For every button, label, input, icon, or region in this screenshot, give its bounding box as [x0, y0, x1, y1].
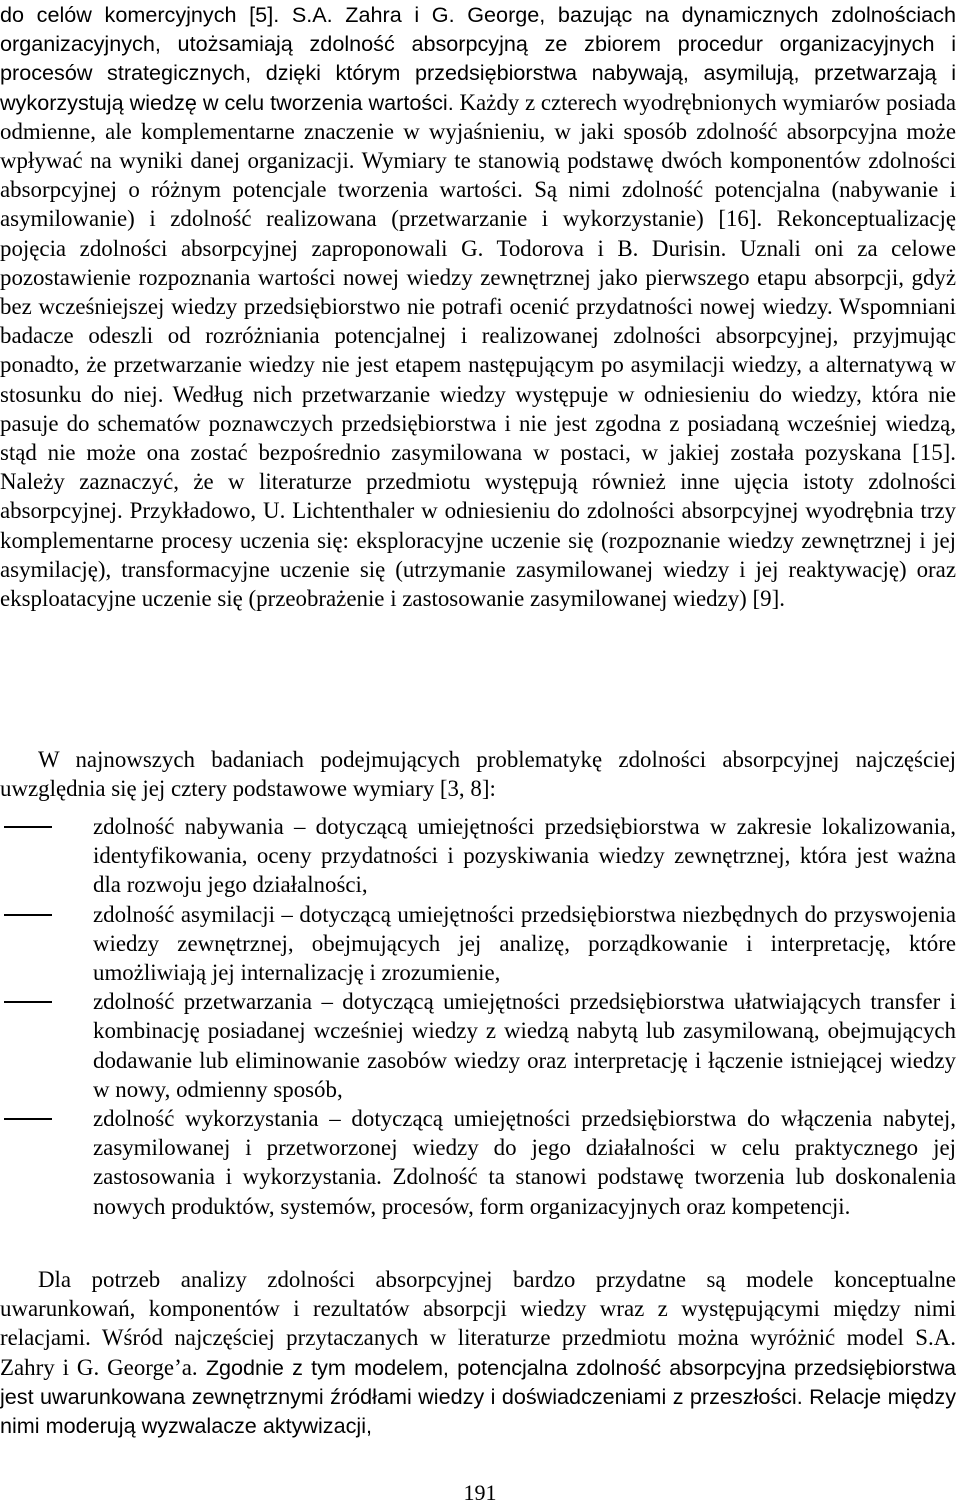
paragraph-3	[0, 1265, 956, 1440]
dash-bullet	[4, 826, 52, 828]
paragraph-1-part-b: Każdy z czterech wyodrębnionych wymiarów posiada odmienne, ale komplementarne znaczenie w wyjaśnieniu, w jaki sposób zdolność absorpcyjna może wpływać na wyniki danej organizacji. Wymiary te stanowią podstawę dwóch komponentów zdolności absorpcyjnej o różnym potencjale tworzenia wartości. Są nimi zdolność potencjalna (nabywanie i asymilowanie) i zdolność realizowana (przetwarzanie i wykorzystanie) [16]. Rekonceptualizację pojęcia zdolności absorpcyjnej zaproponowali G. Todorova i B. Durisin. Uznali oni za celowe pozostawienie rozpoznania wartości nowej wiedzy zewnętrznej jako pierwszego etapu absorpcji, gdyż bez wcześniejszej wiedzy przedsiębiorstwo nie potrafi ocenić przydatności nowej wiedzy. Wspomniani badacze odeszli od rozróżniania potencjalnej i realizowanej zdolności absorpcyjnej, przyjmując ponadto, że przetwarzanie wiedzy nie jest etapem następującym po asymilacji wiedzy, a alternatywą w stosunku do niej. Według nich przetwarzanie wiedzy występuje w odniesieniu do wiedzy, która nie pasuje do schematów poznawczych przedsiębiorstwa i nie jest zgodna z posiadaną wcześniej wiedzą, stąd nie może ona zostać bezpośrednio zasymilowana w postaci, w jakiej została pozyskana [15]. Należy zaznaczyć, że w literaturze przedmiotu występują również inne ujęcia istoty zdolności absorpcyjnej. Przykładowo, U. Lichtenthaler w odniesieniu do zdolności absorpcyjnej wyodrębnia trzy komplementarne procesy uczenia się: eksploracyjne uczenie się (rozpoznanie wiedzy zewnętrznej i jej asymilację), transformacyjne uczenie się (utrzymanie zasymilowanej wiedzy i jej reaktywację) oraz eksploatacyjne uczenie się (przeobrażenie i zastosowanie zasymilowanej wiedzy) [9].	[0, 89, 956, 612]
list-item-text: zdolność asymilacji – dotyczącą umiejętności przedsiębiorstwa niezbędnych do przyswojenia wiedzy zewnętrznej, obejmujących jej analizę, porządkowanie i interpretację, które umożliwiają jej internalizację i zrozumienie,	[93, 901, 956, 986]
page-number: 191	[463, 1480, 497, 1505]
paragraph-1-part-a: do celów komercyjnych [5]. S.A. Zahra i G. George, bazując na dynamicznych zdolnościach organizacyjnych, utożsamiają zdolność absorpcyjną ze zbiorem procedur organizacyjnych i procesów strategicznych, dzięki którym przedsiębiorstwa nabywają, asymilują, przetwarzają i wykorzystują wiedzę w celu tworzenia wartości.	[0, 2, 956, 115]
list-item-text: zdolność przetwarzania – dotyczącą umiejętności przedsiębiorstwa ułatwiających transfer i kombinację posiadanej wcześniej wiedzy z wiedzą nabytą lub zasymilowaną, obejmujących dodawanie lub eliminowanie zasobów wiedzy oraz interpretację i łączenie istniejącej wiedzy w nowy, odmienny sposób,	[93, 989, 956, 1102]
list-item	[0, 812, 956, 900]
paragraph-1	[0, 0, 956, 613]
paragraph-2: W najnowszych badaniach podejmujących problematykę zdolności absorpcyjnej najczęściej uwzględnia się jej cztery podstawowe wymiary [3, 8]:	[0, 747, 956, 802]
paragraph-3-part-b: Zgodnie z tym modelem, potencjalna zdolność absorpcyjna przedsiębiorstwa jest uwarunkowana zewnętrznymi źródłami wiedzy i doświadczeniami z przeszłości. Relacje między nimi moderują wyzwalacze aktywizacji,	[0, 1354, 956, 1439]
dimension-list	[0, 812, 956, 1221]
list-item-text: zdolność nabywania – dotyczącą umiejętności przedsiębiorstwa w zakresie lokalizowania, identyfikowania, oceny przydatności i pozyskiwania wiedzy zewnętrznej, która jest ważna dla rozwoju jego działalności,	[93, 814, 956, 898]
list-item	[0, 987, 956, 1104]
list-item	[0, 900, 956, 988]
paragraph-3-part-a: Dla potrzeb analizy zdolności absorpcyjnej bardzo przydatne są modele konceptualne uwarunkowań, komponentów i rezultatów absorpcji wiedzy wraz z występującymi między nimi relacjami. Wśród najczęściej przytaczanych w literaturze przedmiotu można wyróżnić model S.A. Zahry i G. George’a.	[0, 1267, 956, 1380]
dash-bullet	[4, 1001, 52, 1003]
dash-bullet	[4, 914, 52, 916]
list-item-text: zdolność wykorzystania – dotyczącą umiejętności przedsiębiorstwa do włączenia nabytej, zasymilowanej i przetworzonej wiedzy do jego działalności w celu praktycznego jej zastosowania i wykorzystania. Zdolność ta stanowi podstawę tworzenia lub doskonalenia nowych produktów, systemów, procesów, form organizacyjnych oraz kompetencji.	[93, 1106, 956, 1219]
list-item	[0, 1104, 956, 1221]
dash-bullet	[4, 1118, 52, 1120]
